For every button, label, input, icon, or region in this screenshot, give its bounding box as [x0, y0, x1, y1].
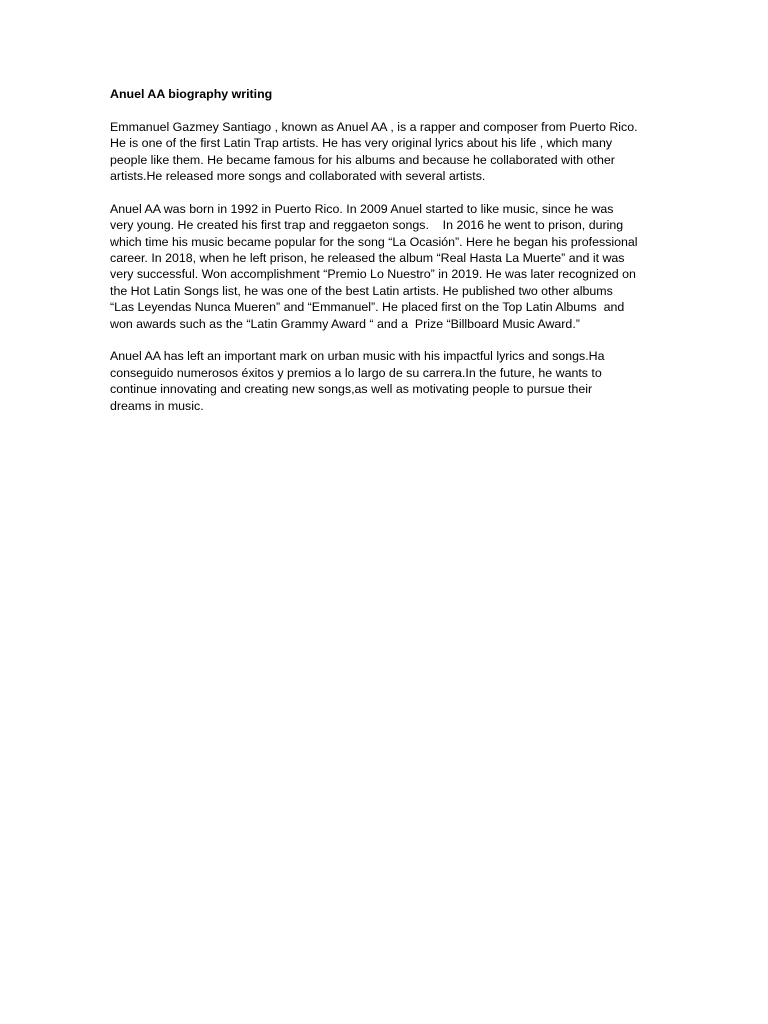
paragraph-line: which time his music became popular for the song “La Ocasión”. Here he began his professional	[110, 234, 638, 249]
paragraph-line: continue innovating and creating new songs,as well as motivating people to pursue their	[110, 382, 593, 397]
paragraph-legacy	[110, 348, 662, 414]
paragraph-line: Emmanuel Gazmey Santiago , known as Anuel AA , is a rapper and composer from Puerto Rico.	[110, 119, 638, 134]
paragraph-line: won awards such as the “Latin Grammy Award “ and a Prize “Billboard Music Award.”	[110, 316, 580, 331]
paragraph-line: conseguido numerosos éxitos y premios a lo largo de su carrera.In the future, he wants to	[110, 365, 602, 380]
document-body	[110, 86, 662, 430]
paragraph-intro	[110, 119, 662, 185]
paragraph-line: “Las Leyendas Nunca Mueren” and “Emmanuel”. He placed first on the Top Latin Albums and	[110, 300, 625, 315]
paragraph-line: the Hot Latin Songs list, he was one of the best Latin artists. He published two other albums	[110, 283, 613, 298]
paragraph-line: people like them. He became famous for his albums and because he collaborated with other	[110, 152, 615, 167]
paragraph-line: Anuel AA was born in 1992 in Puerto Rico. In 2009 Anuel started to like music, since he was	[110, 201, 614, 216]
paragraph-line: He is one of the first Latin Trap artists. He has very original lyrics about his life , which many	[110, 136, 613, 151]
document-title: Anuel AA biography writing	[110, 87, 273, 101]
paragraph-line: dreams in music.	[110, 398, 204, 413]
paragraph-line: Anuel AA has left an important mark on urban music with his impactful lyrics and songs.Ha	[110, 349, 605, 364]
paragraph-line: very successful. Won accomplishment “Premio Lo Nuestro” in 2019. He was later recognized on	[110, 267, 636, 282]
paragraph-line: very young. He created his first trap and reggaeton songs. In 2016 he went to prison, during	[110, 218, 624, 233]
paragraph-line: artists.He released more songs and collaborated with several artists.	[110, 169, 486, 184]
paragraph-career	[110, 201, 662, 332]
paragraph-line: career. In 2018, when he left prison, he released the album “Real Hasta La Muerte” and it was	[110, 251, 625, 266]
